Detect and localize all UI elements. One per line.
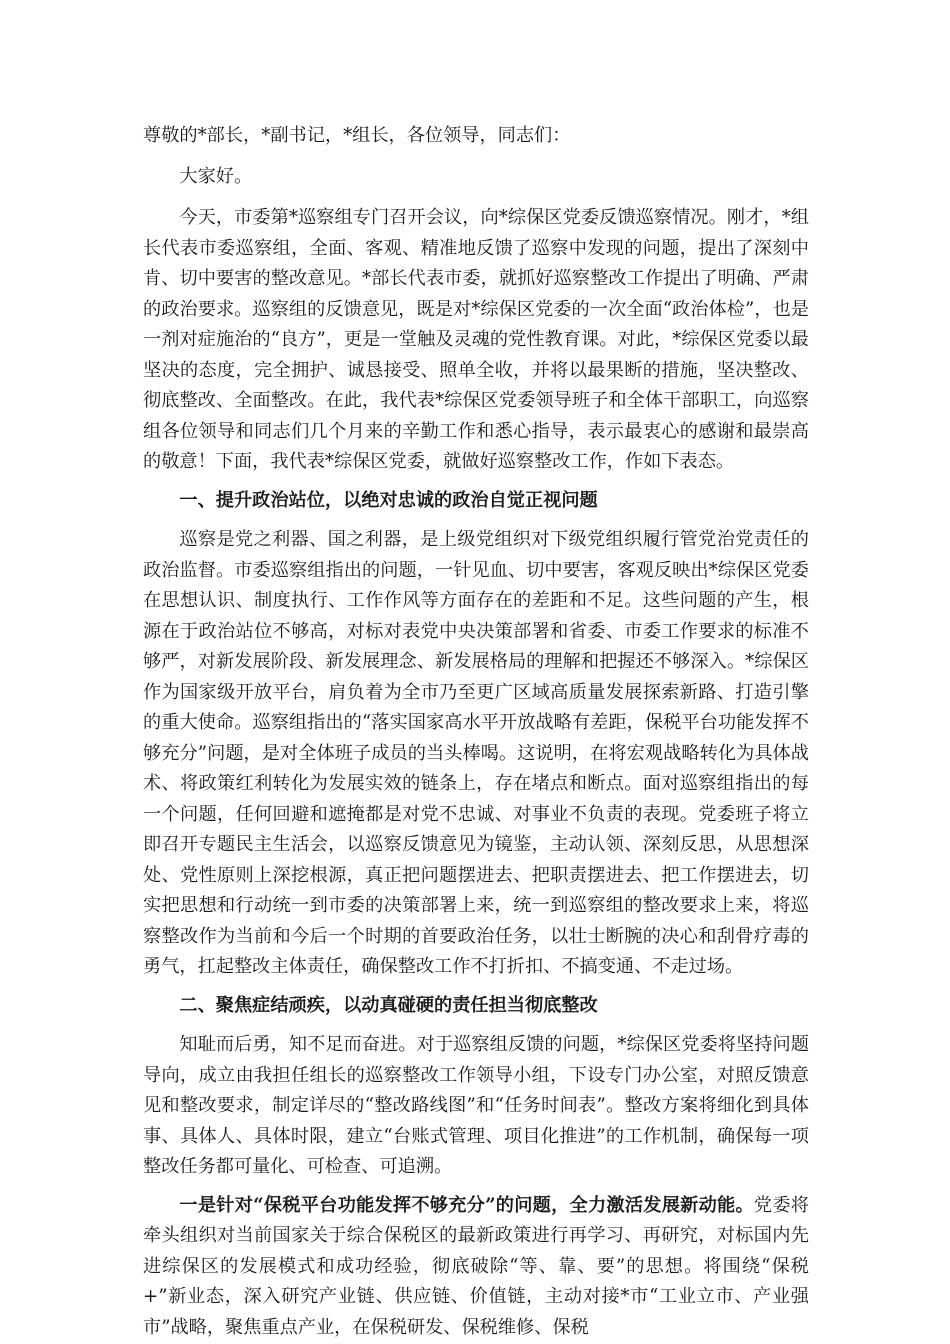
point-1-lead: 一是针对“保税平台功能发挥不够充分”的问题，全力激活发展新动能。 bbox=[179, 1194, 754, 1216]
greeting: 大家好。 bbox=[179, 165, 253, 187]
document-page bbox=[143, 121, 809, 1343]
intro-paragraph: 今天，市委第*巡察组专门召开会议，向*综保区党委反馈巡察情况。刚才，*组长代表市委巡察组，全面、客观、精准地反馈了巡察中发现的问题，提出了深刻中肯、切中要害的整改意见。*部长代表市委，就抓好巡察整改工作提出了明确、严肃的政治要求。巡察组的反馈意见，既是对*综保区党委的一次全面“政治体检”，也是一剂对症施治的“良方”，更是一堂触及灵魂的党性教育课。对此，*综保区党委以最坚决的态度，完全拥护、诚恳接受、照单全收，并将以最果断的措施，坚决整改、彻底整改、全面整改。在此，我代表*综保区党委领导班子和全体干部职工，向巡察组各位领导和同志们几个月来的辛勤工作和悉心指导，表示最衷心的感谢和最崇高的敬意！下面，我代表*综保区党委，就做好巡察整改工作，作如下表态。 bbox=[143, 207, 809, 472]
point-1-body: 党委将牵头组织对当前国家关于综合保税区的最新政策进行再学习、再研究，对标国内先进综保区的发展模式和成功经验，彻底破除“等、靠、要”的思想。将围绕“保税+”新业态，深入研究产业链、供应链、价值链，主动对接*市“工业立市、产业强市”战略，聚焦重点产业，在保税研发、保税维修、保税 bbox=[143, 1194, 809, 1338]
section-1-heading: 一、提升政治站位，以绝对忠诚的政治自觉正视问题 bbox=[179, 489, 598, 511]
section-1-paragraph: 巡察是党之利器、国之利器，是上级党组织对下级党组织履行管党治党责任的政治监督。市委巡察组指出的问题，一针见血、切中要害，客观反映出*综保区党委在思想认识、制度执行、工作作风等方面存在的差距和不足。这些问题的产生，根源在于政治站位不够高，对标对表党中央决策部署和省委、市委工作要求的标准不够严，对新发展阶段、新发展理念、新发展格局的理解和把握还不够深入。*综保区作为国家级开放平台，肩负着为全市乃至更广区域高质量发展探索新路、打造引擎的重大使命。巡察组指出的“落实国家高水平开放战略有差距，保税平台功能发挥不够充分”问题，是对全体班子成员的当头棒喝。这说明，在将宏观战略转化为具体战术、将政策红利转化为发展实效的链条上，存在堵点和断点。面对巡察组指出的每一个问题，任何回避和遮掩都是对党不忠诚、对事业不负责的表现。党委班子将立即召开专题民主生活会，以巡察反馈意见为镜鉴，主动认领、深刻反思，从思想深处、党性原则上深挖根源，真正把问题摆进去、把职责摆进去、把工作摆进去，切实把思想和行动统一到市委的决策部署上来，统一到巡察组的整改要求上来，将巡察整改作为当前和今后一个时期的首要政治任务，以壮士断腕的决心和刮骨疗毒的勇气，扛起整改主体责任，确保整改工作不打折扣、不搞变通、不走过场。 bbox=[143, 529, 809, 977]
point-1-paragraph bbox=[143, 1191, 809, 1344]
salutation: 尊敬的*部长，*副书记，*组长，各位领导，同志们： bbox=[143, 125, 571, 146]
section-2-paragraph: 知耻而后勇，知不足而奋进。对于巡察组反馈的问题，*综保区党委将坚持问题导向，成立由我担任组长的巡察整改工作领导小组，下设专门办公室，对照反馈意见和整改要求，制定详尽的“整改路线图”和“任务时间表”。整改方案将细化到具体事、具体人、具体时限，建立“台账式管理、项目化推进”的工作机制，确保每一项整改任务都可量化、可检查、可追溯。 bbox=[143, 1034, 809, 1177]
section-2-heading: 二、聚焦症结顽疾，以动真碰硬的责任担当彻底整改 bbox=[179, 994, 598, 1016]
